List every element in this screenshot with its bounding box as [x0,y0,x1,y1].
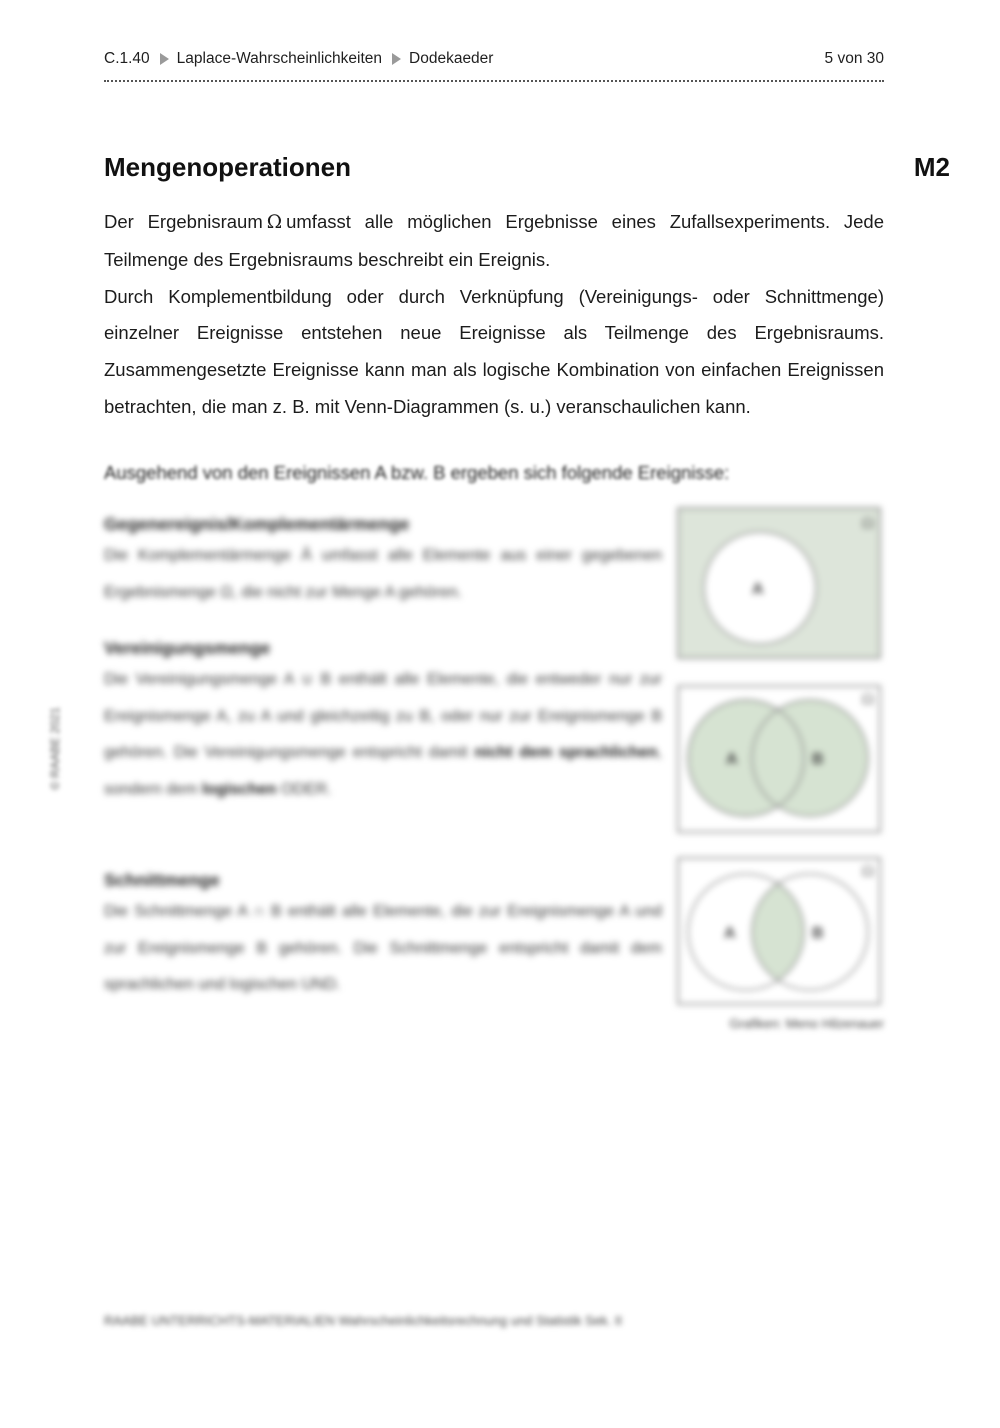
page-header [104,50,884,72]
set-a-label: A [726,751,738,768]
omega-label: Ω [862,864,874,880]
section-intersection [104,866,662,1004]
section-heading: Gegenereignis/Komplementärmenge [104,514,410,534]
set-b-label: B [812,925,824,942]
section-text: Die Komplementärmenge Ā umfasst alle Elemente aus einer gegebenen Ergebnismenge Ω, die nicht zur Menge A gehören. [104,547,662,601]
venn-union [676,684,884,836]
page-footer: RAABE UNTERRICHTS-MATERIALIEN Wahrscheinlichkeitsrechnung und Statistik Sek. II [104,1313,622,1328]
omega-symbol: Ω [266,212,283,233]
intro-paragraph-2: Durch Komplementbildung oder durch Verknüpfung (Vereinigungs- oder Schnittmenge) einzelner Ereignisse entstehen neue Ereignisse als Teilmenge des Ergebnisraums. Zusammengesetzte Ereignisse kann man als logische Kombination von einfachen Ereignissen betrachten, die man z. B. mit Venn-Diagrammen (s. u.) veranschaulichen kann. [104,285,884,417]
intro-paragraph-1: Der Ergebnisraum Ω umfasst alle möglichen Ergebnisse eines Zufallsexperiments. Jede Teilmenge des Ergebnisraums beschreibt ein Ereignis. [104,211,884,270]
breadcrumb [104,50,493,68]
section-text: Die Vereinigungsmenge A ∪ B enthält alle Elemente, die entweder nur zur Ereignismenge A, zu A und gleichzeitig zu B, oder nur zur Ereignismenge B gehören. Die Vereinigungsmenge entspricht damit nicht dem sprachlichen, sondern dem logischen ODER. [104,671,662,798]
section-complement [104,510,662,611]
breadcrumb-subtopic: Dodekaeder [409,50,494,67]
triangle-right-icon [160,53,169,65]
section-text: Die Schnittmenge A ∩ B enthält alle Elemente, die zur Ereignismenge A und zur Ereignismenge B gehören. Die Schnittmenge entspricht damit dem sprachlichen und logischen UND. [104,903,662,993]
section-union [104,634,662,808]
unit-code: C.1.40 [104,50,150,67]
omega-label: Ω [862,516,874,532]
section-heading: Schnittmenge [104,870,220,890]
set-b-circle [752,700,868,816]
section-heading: Vereinigungsmenge [104,638,271,658]
omega-label: Ω [862,692,874,708]
set-a-label: A [752,581,764,598]
set-b-label: B [812,751,824,768]
material-tag: M2 [913,152,950,182]
breadcrumb-topic: Laplace-Wahrscheinlichkeiten [176,50,383,67]
page-number: 5 von 30 [824,50,884,67]
triangle-right-icon [392,53,401,65]
venn-complement [676,506,884,662]
lead-sentence: Ausgehend von den Ereignissen A bzw. B ergeben sich folgende Ereignisse: [104,462,730,483]
page-title: Mengenoperationen [104,152,352,182]
intro-text [104,204,884,426]
copyright-note: © RAABE 2021 [48,707,62,790]
header-divider [104,80,884,82]
figure-caption: Grafiken: Meno Hilzenauer [729,1016,884,1031]
set-a-label: A [724,925,736,942]
venn-intersection [676,856,884,1008]
